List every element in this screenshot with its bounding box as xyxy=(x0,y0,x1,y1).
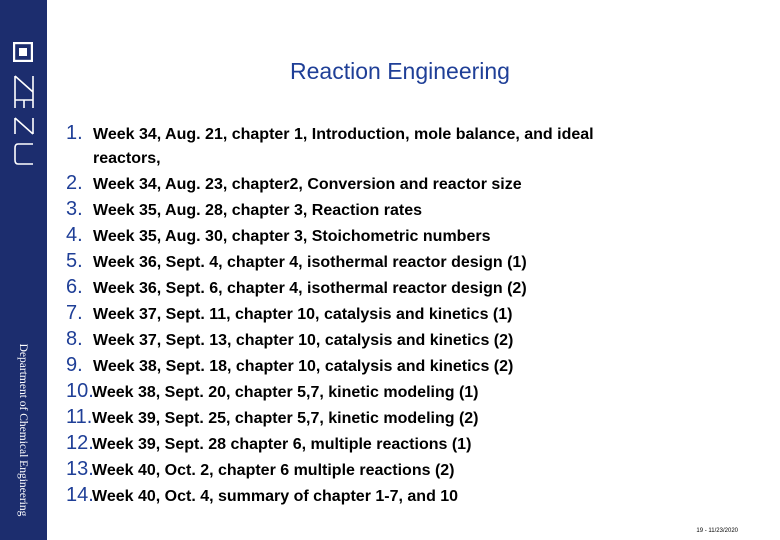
list-item-text: Week 38, Sept. 20, chapter 5,7, kinetic modeling (1) xyxy=(92,384,479,401)
list-item-text: Week 40, Oct. 4, summary of chapter 1-7, and 10 xyxy=(92,488,459,505)
list-item-text: Week 40, Oct. 2, chapter 6 multiple reactions (2) xyxy=(92,462,455,479)
list-item xyxy=(66,197,653,223)
list-item-number: 13. xyxy=(66,458,94,480)
list-item-number: 2. xyxy=(66,172,83,194)
list-item xyxy=(66,275,653,301)
list-item-number: 10. xyxy=(66,380,94,402)
list-item-text: Week 35, Aug. 28, chapter 3, Reaction rates xyxy=(93,202,423,219)
list-item-number: 4. xyxy=(66,224,83,246)
page-title: Reaction Engineering xyxy=(290,58,510,84)
list-item-number: 7. xyxy=(66,302,83,324)
list-item xyxy=(66,301,653,327)
slide-footer: 19 - 11/23/2020 xyxy=(696,528,738,534)
list-item xyxy=(66,353,653,379)
ntnu-wordmark xyxy=(12,72,36,168)
list-item-number: 8. xyxy=(66,328,83,350)
ntnu-logo-icon xyxy=(13,42,33,62)
list-item-text: Week 39, Sept. 28 chapter 6, multiple reactions (1) xyxy=(92,436,472,453)
list-item xyxy=(66,457,653,483)
list-item xyxy=(66,171,653,197)
list-item-number: 3. xyxy=(66,198,83,220)
list-item-text: Week 34, Aug. 23, chapter2, Conversion and reactor size xyxy=(93,176,522,193)
department-name: Department of Chemical Engineering xyxy=(17,343,29,517)
list-item xyxy=(66,121,653,171)
list-item-number: 14. xyxy=(66,484,94,506)
list-item-text: Week 34, Aug. 21, chapter 1, Introduction, mole balance, and ideal reactors, xyxy=(93,126,594,167)
list-item-number: 9. xyxy=(66,354,83,376)
list-item-text: Week 37, Sept. 13, chapter 10, catalysis and kinetics (2) xyxy=(93,332,514,349)
list-item-text: Week 39, Sept. 25, chapter 5,7, kinetic modeling (2) xyxy=(92,410,479,427)
list-item-text: Week 36, Sept. 6, chapter 4, isothermal reactor design (2) xyxy=(93,280,527,297)
list-item xyxy=(66,405,653,431)
list-item-number: 5. xyxy=(66,250,83,272)
sidebar xyxy=(0,0,47,540)
list-item xyxy=(66,483,653,509)
list-item xyxy=(66,431,653,457)
list-item-text: Week 37, Sept. 11, chapter 10, catalysis and kinetics (1) xyxy=(93,306,513,323)
list-item-text: Week 38, Sept. 18, chapter 10, catalysis and kinetics (2) xyxy=(93,358,514,375)
list-item xyxy=(66,249,653,275)
list-item-number: 11. xyxy=(66,406,93,428)
list-item-text: Week 35, Aug. 30, chapter 3, Stoichometric numbers xyxy=(93,228,491,245)
list-item xyxy=(66,223,653,249)
list-item-text: Week 36, Sept. 4, chapter 4, isothermal reactor design (1) xyxy=(93,254,527,271)
schedule-list xyxy=(66,121,653,509)
list-item xyxy=(66,379,653,405)
list-item-number: 12. xyxy=(66,432,94,454)
list-item-number: 6. xyxy=(66,276,83,298)
list-item xyxy=(66,327,653,353)
list-item-number: 1. xyxy=(66,122,83,144)
